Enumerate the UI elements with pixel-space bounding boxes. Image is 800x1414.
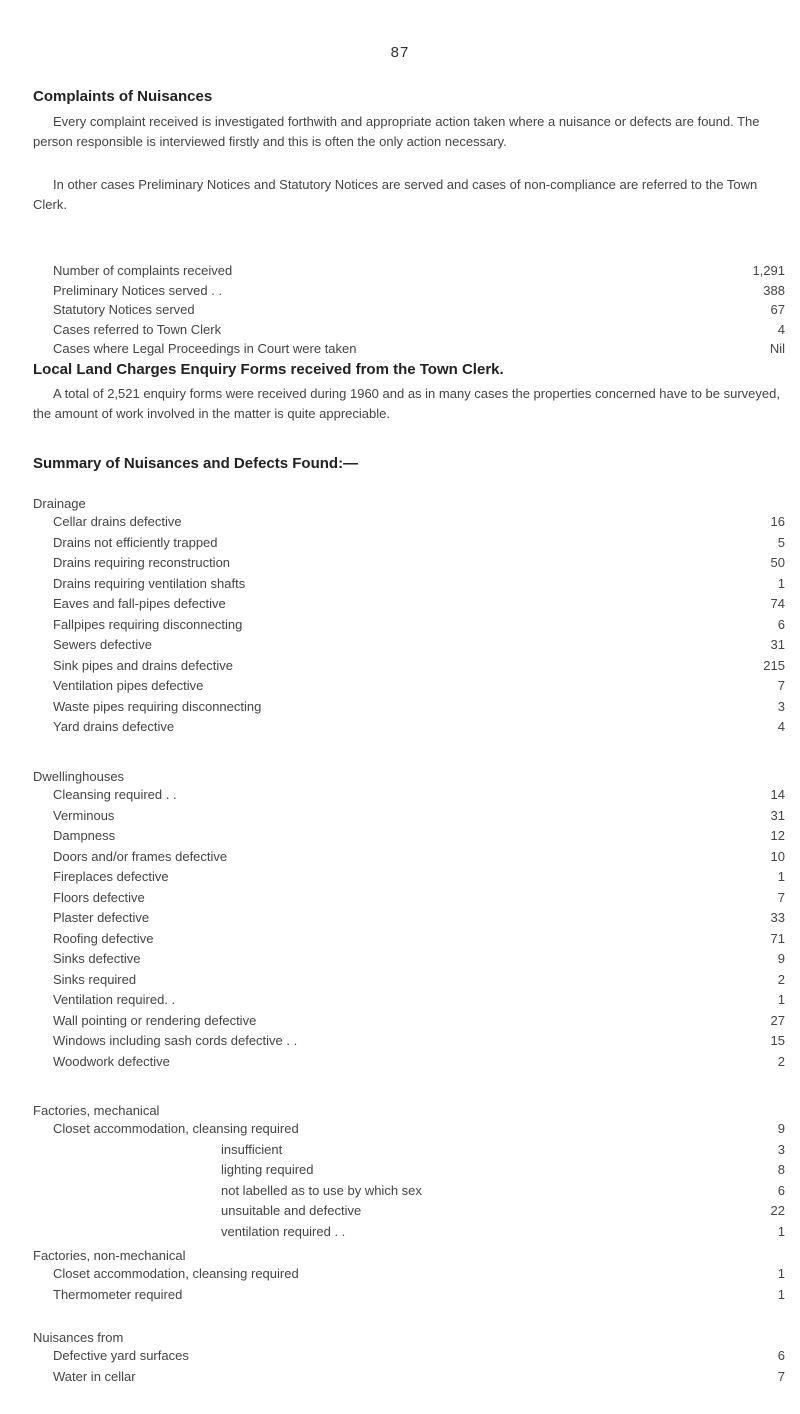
item-value: 7 xyxy=(777,678,785,693)
factories-non-mechanical-section xyxy=(33,1246,785,1307)
stat-row xyxy=(53,302,785,322)
list-item xyxy=(33,1162,785,1183)
item-value: 15 xyxy=(770,1033,785,1048)
item-value: 22 xyxy=(770,1203,785,1218)
item-value: 1 xyxy=(777,1286,785,1302)
item-label: unsuitable and defective xyxy=(221,1203,362,1218)
list-item xyxy=(33,1266,785,1287)
item-value: 16 xyxy=(770,514,785,529)
item-label: Closet accommodation, cleansing required xyxy=(53,1121,299,1136)
list-item xyxy=(33,890,785,911)
item-label: Sinks required xyxy=(53,971,137,987)
item-label: Water in cellar xyxy=(53,1368,136,1384)
list-item xyxy=(33,637,785,658)
item-label: Plaster defective xyxy=(53,910,150,925)
list-item xyxy=(33,1348,785,1369)
item-value: 14 xyxy=(770,787,785,802)
item-value: 1 xyxy=(777,575,785,591)
list-item xyxy=(33,931,785,952)
item-label: Floors defective xyxy=(53,889,145,905)
list-item xyxy=(33,514,785,535)
item-value: 8 xyxy=(777,1162,785,1177)
list-item xyxy=(33,1033,785,1054)
item-value: 3 xyxy=(777,698,785,714)
list-item xyxy=(33,535,785,556)
complaints-stats xyxy=(53,263,785,361)
page-number: 87 xyxy=(390,44,410,61)
item-value: 7 xyxy=(777,1368,785,1384)
stat-value: 4 xyxy=(777,321,785,337)
stat-label: Number of complaints received xyxy=(53,263,233,278)
list-item xyxy=(33,658,785,679)
stat-row xyxy=(53,322,785,342)
item-label: Defective yard surfaces xyxy=(53,1348,189,1363)
list-item xyxy=(33,808,785,829)
item-label: lighting required xyxy=(221,1162,314,1177)
nuisances-from-section xyxy=(33,1328,785,1389)
item-value: 2 xyxy=(777,971,785,987)
item-value: 4 xyxy=(777,719,785,734)
list-item xyxy=(33,972,785,993)
item-label: Verminous xyxy=(53,807,115,823)
stat-row xyxy=(53,341,785,361)
land-charges-heading: Local Land Charges Enquiry Forms received from the Town Clerk. xyxy=(33,361,504,378)
item-value: 74 xyxy=(770,596,785,611)
list-item xyxy=(33,617,785,638)
list-item xyxy=(33,992,785,1013)
factories-mechanical-title: Factories, mechanical xyxy=(33,1103,160,1118)
list-item xyxy=(33,849,785,870)
list-item xyxy=(33,951,785,972)
item-value: 1 xyxy=(777,869,785,884)
dwellinghouses-section xyxy=(33,767,785,1074)
item-label: Cellar drains defective xyxy=(53,514,182,529)
item-value: 12 xyxy=(770,828,785,843)
item-label: Woodwork defective xyxy=(53,1053,170,1069)
list-item xyxy=(33,1369,785,1390)
list-item xyxy=(33,596,785,617)
summary-heading: Summary of Nuisances and Defects Found:— xyxy=(33,455,359,472)
item-value: 27 xyxy=(770,1012,785,1028)
stat-value: Nil xyxy=(769,341,785,356)
stat-label: Preliminary Notices served . . xyxy=(53,282,223,298)
item-label: Yard drains defective xyxy=(53,719,175,734)
list-item xyxy=(33,719,785,740)
item-label: Sink pipes and drains defective xyxy=(53,657,233,673)
item-value: 2 xyxy=(777,1053,785,1069)
list-item xyxy=(33,1054,785,1075)
item-label: ventilation required . . xyxy=(221,1223,346,1239)
item-label: Ventilation required. . xyxy=(53,992,176,1007)
factories-mechanical-section xyxy=(33,1101,785,1244)
item-value: 215 xyxy=(763,657,785,673)
item-value: 9 xyxy=(777,951,785,966)
list-item xyxy=(33,1287,785,1308)
list-item xyxy=(33,1121,785,1142)
item-value: 1 xyxy=(777,992,785,1007)
list-item xyxy=(33,1142,785,1163)
item-value: 3 xyxy=(777,1141,785,1157)
item-label: Dampness xyxy=(53,828,116,843)
item-value: 9 xyxy=(777,1121,785,1136)
item-value: 1 xyxy=(777,1266,785,1281)
list-item xyxy=(33,678,785,699)
item-label: Roofing defective xyxy=(53,930,154,946)
item-label: Ventilation pipes defective xyxy=(53,678,204,693)
item-value: 10 xyxy=(770,848,785,864)
item-label: Drains requiring ventilation shafts xyxy=(53,575,246,591)
stat-row xyxy=(53,283,785,303)
item-label: Eaves and fall-pipes defective xyxy=(53,596,226,611)
item-value: 1 xyxy=(777,1223,785,1239)
item-value: 71 xyxy=(770,930,785,946)
drainage-section xyxy=(33,494,785,740)
list-item xyxy=(33,1013,785,1034)
list-item xyxy=(33,555,785,576)
nuisances-from-title: Nuisances from xyxy=(33,1330,124,1345)
item-label: Waste pipes requiring disconnecting xyxy=(53,698,262,714)
item-label: Doors and/or frames defective xyxy=(53,848,228,864)
dwellinghouses-title: Dwellinghouses xyxy=(33,769,125,784)
list-item xyxy=(33,787,785,808)
item-label: Closet accommodation, cleansing required xyxy=(53,1266,299,1281)
item-label: Thermometer required xyxy=(53,1286,183,1302)
list-item xyxy=(33,1183,785,1204)
item-value: 31 xyxy=(770,807,785,823)
item-value: 7 xyxy=(777,889,785,905)
item-value: 6 xyxy=(777,1182,785,1198)
list-item xyxy=(33,1203,785,1224)
item-value: 5 xyxy=(777,534,785,550)
item-label: Windows including sash cords defective . . xyxy=(53,1033,298,1048)
item-label: insufficient xyxy=(221,1141,283,1157)
item-label: Sinks defective xyxy=(53,951,141,966)
item-label: Wall pointing or rendering defective xyxy=(53,1012,257,1028)
stat-value: 1,291 xyxy=(752,263,785,278)
item-label: Fireplaces defective xyxy=(53,869,169,884)
item-value: 31 xyxy=(770,637,785,652)
stat-label: Statutory Notices served xyxy=(53,302,195,317)
complaints-heading: Complaints of Nuisances xyxy=(33,88,213,105)
complaints-paragraph-2: In other cases Preliminary Notices and Statutory Notices are served and cases of non-compliance are referred to the Town Clerk. xyxy=(33,177,758,212)
item-value: 50 xyxy=(770,555,785,570)
stat-value: 67 xyxy=(770,302,785,317)
stat-label: Cases referred to Town Clerk xyxy=(53,321,222,337)
item-value: 33 xyxy=(770,910,785,925)
list-item xyxy=(33,699,785,720)
item-label: Sewers defective xyxy=(53,637,152,652)
item-label: Cleansing required . . xyxy=(53,787,177,802)
item-label: Fallpipes requiring disconnecting xyxy=(53,616,243,632)
factories-non-mechanical-title: Factories, non-mechanical xyxy=(33,1248,186,1263)
item-label: not labelled as to use by which sex xyxy=(221,1182,422,1198)
stat-label: Cases where Legal Proceedings in Court were taken xyxy=(53,341,357,356)
list-item xyxy=(33,869,785,890)
item-label: Drains requiring reconstruction xyxy=(53,555,231,570)
list-item xyxy=(33,1224,785,1245)
stat-value: 388 xyxy=(763,282,785,298)
item-label: Drains not efficiently trapped xyxy=(53,534,218,550)
list-item xyxy=(33,576,785,597)
list-item xyxy=(33,910,785,931)
list-item xyxy=(33,828,785,849)
land-charges-paragraph: A total of 2,521 enquiry forms were received during 1960 and as in many cases the properties concerned have to be surveyed, the amount of work involved in the matter is quite appreciable. xyxy=(33,386,780,421)
stat-row xyxy=(53,263,785,283)
item-value: 6 xyxy=(777,1348,785,1363)
item-value: 6 xyxy=(777,616,785,632)
complaints-paragraph-1: Every complaint received is investigated forthwith and appropriate action taken where a nuisance or defects are found. The person responsible is interviewed firstly and this is often the only action necessary. xyxy=(33,114,760,149)
drainage-title: Drainage xyxy=(33,496,86,511)
